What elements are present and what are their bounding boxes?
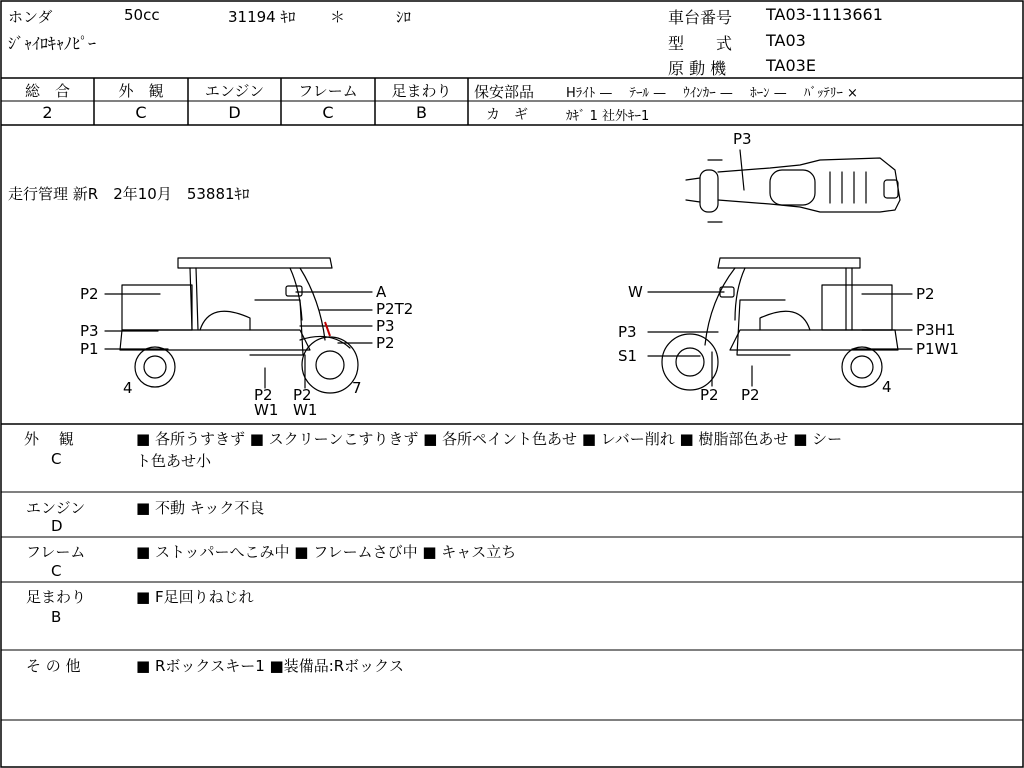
- note-other-text1: ■ Rボックスキー1 ■装備品:Rボックス: [136, 657, 405, 675]
- r-s1: S1: [618, 347, 638, 365]
- note-frame-grade: C: [51, 562, 62, 580]
- note-frame-label: フレーム: [26, 543, 86, 561]
- l-rear-num: 4: [123, 379, 133, 397]
- l-w1-a: W1: [254, 401, 279, 419]
- note-exterior-label: 外 観: [24, 430, 74, 448]
- r-p2-a: P2: [700, 386, 719, 404]
- l-p2-a: P2: [254, 386, 273, 404]
- note-other-label: そ の 他: [26, 657, 81, 675]
- grade-overall: 2: [42, 103, 53, 122]
- l-p2t2: P2T2: [376, 300, 414, 318]
- l-p2-b: P2: [293, 386, 312, 404]
- note-exterior-grade: C: [51, 450, 62, 468]
- mileage-mark: ＊: [330, 8, 346, 26]
- l-p2r: P2: [376, 334, 395, 352]
- running-management: 走行管理 新R 2年10月 53881ｷﾛ: [8, 185, 250, 203]
- frame-no: TA03-1113661: [766, 5, 883, 24]
- maker: ホンダ: [8, 8, 53, 26]
- note-suspension-label: 足まわり: [26, 588, 87, 606]
- note-suspension-text1: ■ F足回りねじれ: [136, 588, 254, 606]
- r-p1w1: P1W1: [916, 340, 959, 358]
- right-side-scooter: [662, 258, 898, 390]
- grade-frame: C: [322, 103, 334, 122]
- grade-engine-label: エンジン: [204, 82, 265, 100]
- grade-suspension: B: [416, 103, 427, 122]
- r-p2-b: P2: [741, 386, 760, 404]
- grade-frame-label: フレーム: [298, 82, 358, 100]
- r-p3h1: P3H1: [916, 321, 956, 339]
- l-w1-b: W1: [293, 401, 318, 419]
- grade-engine: D: [228, 103, 241, 122]
- l-a: A: [376, 283, 387, 301]
- color: ｼﾛ: [396, 8, 412, 26]
- l-p3r: P3: [376, 317, 395, 335]
- displacement: 50cc: [124, 6, 160, 24]
- top-view-scooter: [686, 150, 900, 222]
- l-p3: P3: [80, 322, 99, 340]
- note-engine-label: エンジン: [26, 499, 86, 517]
- note-exterior-text1: ■ 各所うすきず ■ スクリーンこすりきず ■ 各所ペイント色あせ ■ レバー削れ ■ 樹脂部色あせ ■ シー: [136, 430, 843, 448]
- top-p3: P3: [733, 130, 752, 148]
- r-rear-num: 4: [882, 378, 892, 396]
- key-value: ｶｷﾞ 1 社外ｷｰ1: [566, 109, 650, 124]
- grade-exterior-label: 外 観: [118, 82, 164, 100]
- safety-label: 保安部品: [474, 83, 535, 101]
- note-suspension-grade: B: [51, 608, 62, 626]
- engine-label: 原 動 機: [668, 59, 727, 78]
- note-exterior-text2: ト色あせ小: [136, 452, 212, 470]
- l-p1: P1: [80, 340, 99, 358]
- model-name: ｼﾞｬｲﾛｷｬﾉﾋﾟｰ: [8, 34, 97, 53]
- mileage: 31194 ｷﾛ: [228, 8, 296, 26]
- grade-overall-label: 総 合: [24, 82, 70, 100]
- note-engine-text1: ■ 不動 キック不良: [136, 499, 265, 517]
- note-engine-grade: D: [51, 517, 63, 535]
- safety-items: Hﾗｲﾄ — ﾃｰﾙ — ｳｲﾝｶｰ — ﾎｰﾝ — ﾊﾞｯﾃﾘｰ ×: [566, 86, 858, 101]
- type-label: 型 式: [668, 34, 733, 53]
- type-value: TA03: [766, 31, 806, 50]
- frame-no-label: 車台番号: [668, 8, 733, 27]
- r-p2: P2: [916, 285, 935, 303]
- damage-mark: [325, 322, 330, 336]
- l-front-num: 7: [352, 379, 362, 397]
- key-label: カ ギ: [486, 107, 528, 123]
- r-w: W: [628, 283, 643, 301]
- engine-value: TA03E: [766, 56, 816, 75]
- grade-exterior: C: [135, 103, 147, 122]
- r-p3: P3: [618, 323, 637, 341]
- l-p2: P2: [80, 285, 99, 303]
- note-frame-text1: ■ ストッパーへこみ中 ■ フレームさび中 ■ キャス立ち: [136, 543, 517, 561]
- grade-suspension-label: 足まわり: [391, 82, 452, 100]
